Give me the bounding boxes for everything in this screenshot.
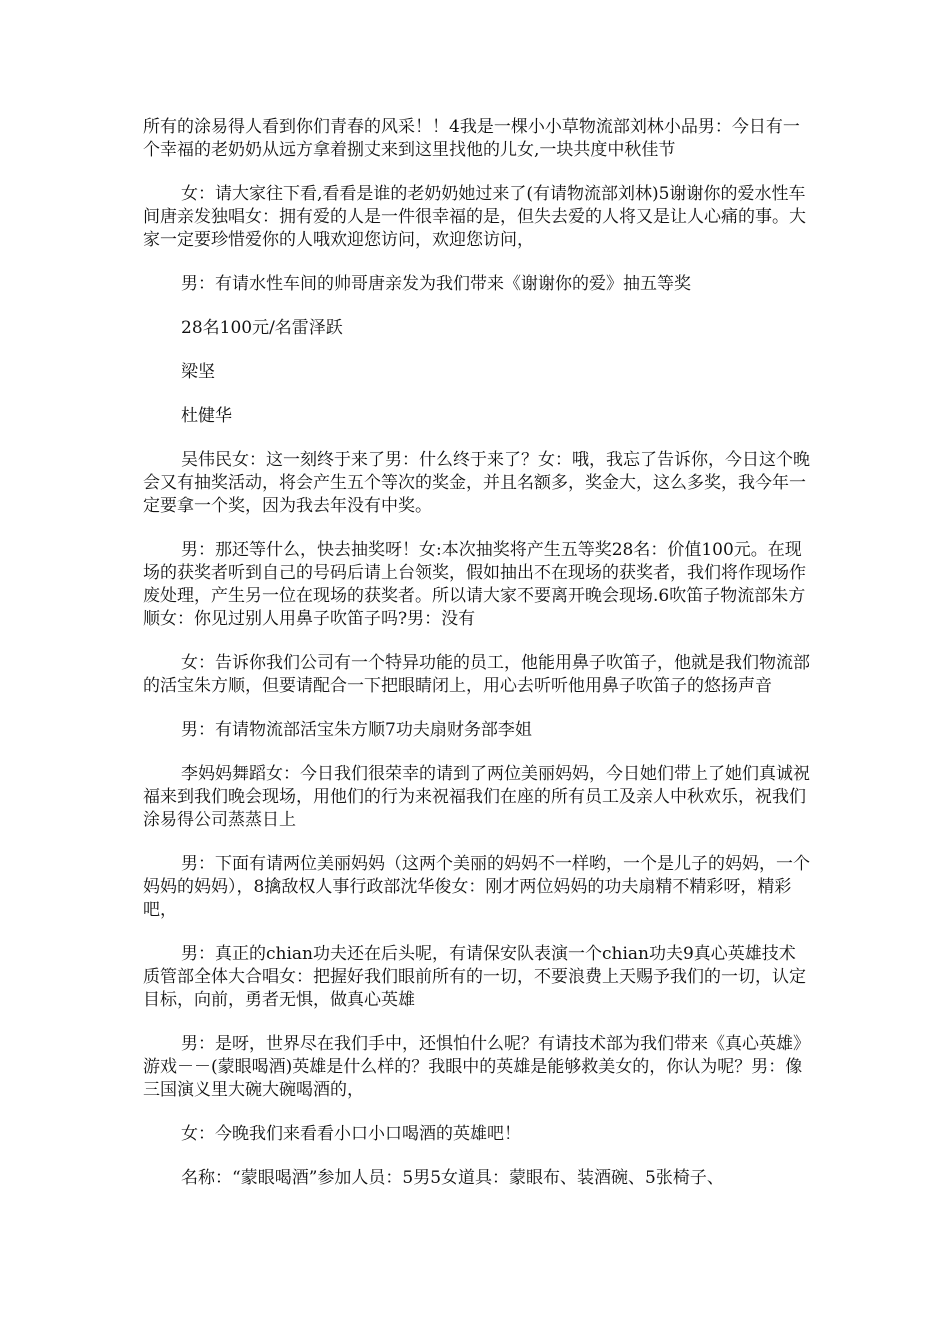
paragraph-6: 杜健华 [181,406,232,426]
paragraph-8: 男：那还等什么，快去抽奖呀！女:本次抽奖将产生五等奖28名：价值100元。在现场的获奖者听到自己的号码后请上台领奖，假如抽出不在现场的获奖者，我们将作现场作废处理，产生另一位在现场的获奖者。所以请大家不要离开晚会现场.6吹笛子物流部朱方顺女：你见过别人用鼻子吹笛子吗?男：没有 [143,540,806,629]
paragraph-4: 28名100元/名雷泽跃 [181,318,343,338]
paragraph-16: 名称：“蒙眼喝酒”参加人员：5男5女道具：蒙眼布、装酒碗、5张椅子、 [181,1168,724,1188]
paragraph-9: 女：告诉你我们公司有一个特异功能的员工，他能用鼻子吹笛子，他就是我们物流部的活宝朱方顺，但要请配合一下把眼睛闭上，用心去听听他用鼻子吹笛子的悠扬声音 [143,653,810,696]
document-body [143,116,811,1211]
paragraph-10: 男：有请物流部活宝朱方顺7功夫扇财务部李姐 [181,720,532,740]
paragraph-12: 男：下面有请两位美丽妈妈（这两个美丽的妈妈不一样哟，一个是儿子的妈妈，一个妈妈的妈妈），8擒敌权人事行政部沈华俊女：刚才两位妈妈的功夫扇精不精彩呀，精彩吧， [143,854,810,920]
paragraph-3: 男：有请水性车间的帅哥唐亲发为我们带来《谢谢你的爱》抽五等奖 [181,274,691,294]
paragraph-2: 女：请大家往下看,看看是谁的老奶奶她过来了(有请物流部刘林)5谢谢你的爱水性车间唐亲发独唱女：拥有爱的人是一件很幸福的是，但失去爱的人将又是让人心痛的事。大家一定要珍惜爱你的人哦欢迎您访问，欢迎您访问， [143,184,806,250]
paragraph-13: 男：真正的chian功夫还在后头呢，有请保安队表演一个chian功夫9真心英雄技术质管部全体大合唱女：把握好我们眼前所有的一切，不要浪费上天赐予我们的一切，认定目标，向前，勇者无惧，做真心英雄 [143,944,806,1010]
paragraph-7: 吴伟民女：这一刻终于来了男：什么终于来了？女：哦，我忘了告诉你，今日这个晚会又有抽奖活动，将会产生五个等次的奖金，并且名额多，奖金大，这么多奖，我今年一定要拿一个奖，因为我去年没有中奖。 [143,450,810,516]
paragraph-14: 男：是呀，世界尽在我们手中，还惧怕什么呢？有请技术部为我们带来《真心英雄》游戏－－(蒙眼喝酒)英雄是什么样的？我眼中的英雄是能够救美女的，你认为呢？男：像三国演义里大碗大碗喝酒的， [143,1034,810,1100]
paragraph-1: 所有的涂易得人看到你们青春的风采！！4我是一棵小小草物流部刘林小品男：今日有一个幸福的老奶奶从远方拿着捌丈来到这里找他的儿女,一块共度中秋佳节 [143,117,800,160]
paragraph-15: 女：今晚我们来看看小口小口喝酒的英雄吧！ [181,1124,521,1144]
paragraph-5: 梁坚 [181,362,215,382]
paragraph-11: 李妈妈舞蹈女：今日我们很荣幸的请到了两位美丽妈妈，今日她们带上了她们真诚祝福来到我们晚会现场，用他们的行为来祝福我们在座的所有员工及亲人中秋欢乐，祝我们涂易得公司蒸蒸日上 [143,764,810,830]
